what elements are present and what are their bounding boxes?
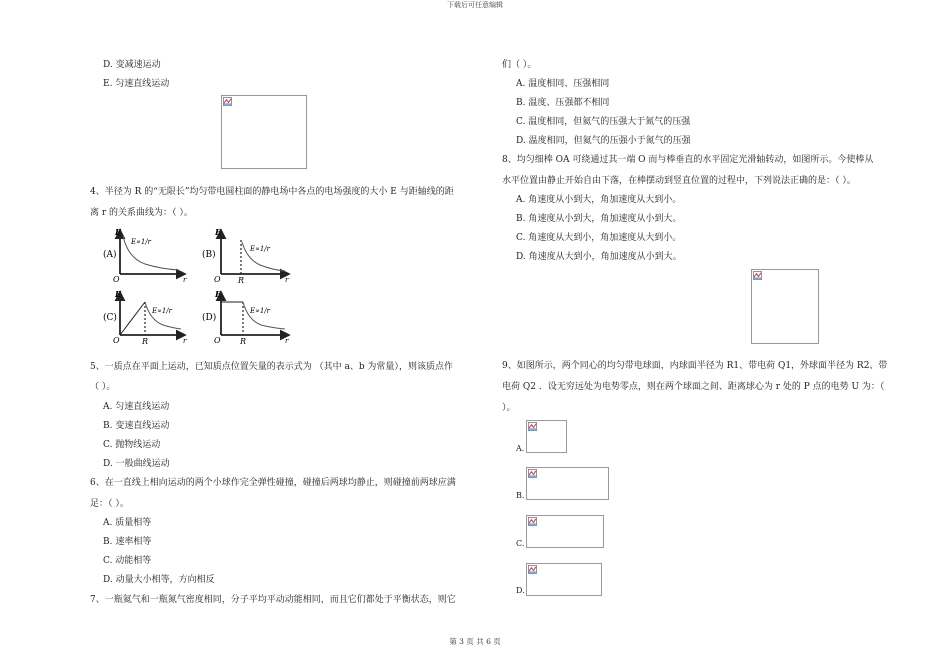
graph-b-label: (B) [202, 250, 216, 260]
q8-option-a: A. 角速度从小到大，角加速度从大到小。 [516, 195, 682, 205]
q7-option-c: C. 温度相同，但氦气的压强大于氮气的压强 [516, 117, 691, 127]
q9-option-d-label: D. [516, 586, 525, 595]
graph-d-e: E [215, 289, 222, 299]
q6-text-line1: 6、在一直线上相向运动的两个小球作完全弹性碰撞，碰撞后两球均静止，则碰撞前两球应满 [90, 478, 456, 488]
q8-text-line2: 水平位置由静止开始自由下落，在棒摆动到竖直位置的过程中，下列说法正确的是：（ ）。 [502, 176, 856, 186]
graph-a-r: r [183, 276, 187, 284]
q5-text-line2: （ ）。 [90, 382, 116, 392]
broken-image-icon [753, 271, 762, 280]
graph-c-formula: E∝1/r [152, 307, 173, 315]
q8-option-b: B. 角速度从小到大，角加速度从小到大。 [516, 214, 682, 224]
q8-option-d: D. 角速度从大到小，角加速度从小到大。 [516, 252, 682, 262]
page-footer: 第 3 页 共 6 页 [449, 637, 501, 646]
broken-image-icon [528, 422, 537, 431]
graph-c-label: (C) [103, 313, 117, 323]
graph-d-r: r [285, 337, 289, 345]
q9-text-line3: ）。 [502, 403, 516, 413]
q3-figure-placeholder [221, 95, 307, 169]
q5-option-d: D. 一般曲线运动 [103, 459, 170, 469]
q8-text-line1: 8、均匀细棒 OA 可绕通过其一端 O 而与棒垂直的水平固定光滑轴转动，如图所示。今使棒从 [502, 155, 874, 165]
graph-d-o: O [214, 336, 221, 345]
q3-option-d: D. 变减速运动 [103, 60, 161, 70]
q5-option-b: B. 变速直线运动 [103, 421, 170, 431]
q9-option-a-label: A. [516, 444, 525, 453]
graph-a-e: E [115, 227, 122, 237]
graph-c-e: E [115, 289, 122, 299]
q6-text-line2: 足：（ ）。 [90, 499, 129, 509]
graph-b-formula: E∝1/r [250, 245, 271, 253]
q7-text-line1: 7、一瓶氦气和一瓶氮气密度相同，分子平均平动动能相同，而且它们都处于平衡状态，则它 [90, 595, 456, 605]
graph-d-formula: E∝1/r [250, 307, 271, 315]
graph-a [103, 227, 187, 284]
q9-option-b-label: B. [516, 491, 525, 500]
q5-text-line1: 5、一质点在平面上运动，已知质点位置矢量的表示式为 （其中 a、b 为常量），则该质点作 [90, 362, 453, 372]
broken-image-icon [528, 517, 537, 526]
broken-image-icon [528, 469, 537, 478]
graph-c-o: O [113, 336, 120, 345]
graph-b-R: R [238, 276, 245, 285]
q6-option-a: A. 质量相等 [103, 518, 152, 528]
graph-b [202, 227, 289, 285]
graph-d [202, 289, 289, 346]
graph-c-r: r [183, 337, 187, 345]
q4-text-line2: 离 r 的关系曲线为：（ ）。 [90, 208, 193, 218]
q7-option-a: A. 温度相同、压强相同 [516, 79, 610, 89]
q4-graphs [95, 224, 305, 350]
q9-option-a-image [526, 420, 567, 453]
q8-figure-placeholder [751, 269, 819, 344]
q9-text-line2: 电荷 Q2 ．设无穷远处为电势零点，则在两个球面之间、距离球心为 r 处的 P 点的电势 U 为：（ [502, 382, 885, 392]
graph-a-label: (A) [103, 250, 117, 260]
q3-option-e: E. 匀速直线运动 [103, 79, 170, 89]
graph-b-e: E [215, 227, 222, 237]
q9-option-c-image [526, 515, 604, 548]
q6-option-c: C. 动能相等 [103, 556, 152, 566]
graph-d-label: (D) [202, 313, 217, 323]
q5-option-a: A. 匀速直线运动 [103, 402, 170, 412]
graph-d-R: R [240, 337, 247, 346]
q6-option-d: D. 动量大小相等，方向相反 [103, 575, 215, 585]
graph-c-R: R [142, 337, 149, 346]
q9-option-c-label: C. [516, 539, 525, 548]
page-header: 下载后可任意编辑 [447, 1, 503, 9]
broken-image-icon [528, 565, 537, 574]
q7-option-b: B. 温度、压强都不相同 [516, 98, 610, 108]
q4-text-line1: 4、半径为 R 的“无限长”均匀带电圆柱面的静电场中各点的电场强度的大小 E 与距轴线的距 [90, 187, 454, 197]
q5-option-c: C. 抛物线运动 [103, 440, 161, 450]
q7-text-line2: 们（ ）。 [502, 60, 537, 70]
graph-b-r: r [285, 276, 289, 284]
broken-image-icon [223, 97, 232, 106]
graph-a-o: O [113, 275, 120, 284]
graph-a-formula: E∝1/r [131, 238, 152, 246]
q8-option-c: C. 角速度从大到小，角加速度从大到小。 [516, 233, 682, 243]
q9-text-line1: 9、如图所示，两个同心的均匀带电球面，内球面半径为 R1、带电荷 Q1，外球面半径为 R2、带 [502, 361, 888, 371]
q7-option-d: D. 温度相同，但氦气的压强小于氮气的压强 [516, 136, 691, 146]
q6-option-b: B. 速率相等 [103, 537, 152, 547]
graph-b-o: O [214, 275, 221, 284]
q9-option-d-image [526, 563, 602, 596]
q9-option-b-image [526, 467, 609, 500]
graph-c [103, 289, 187, 346]
